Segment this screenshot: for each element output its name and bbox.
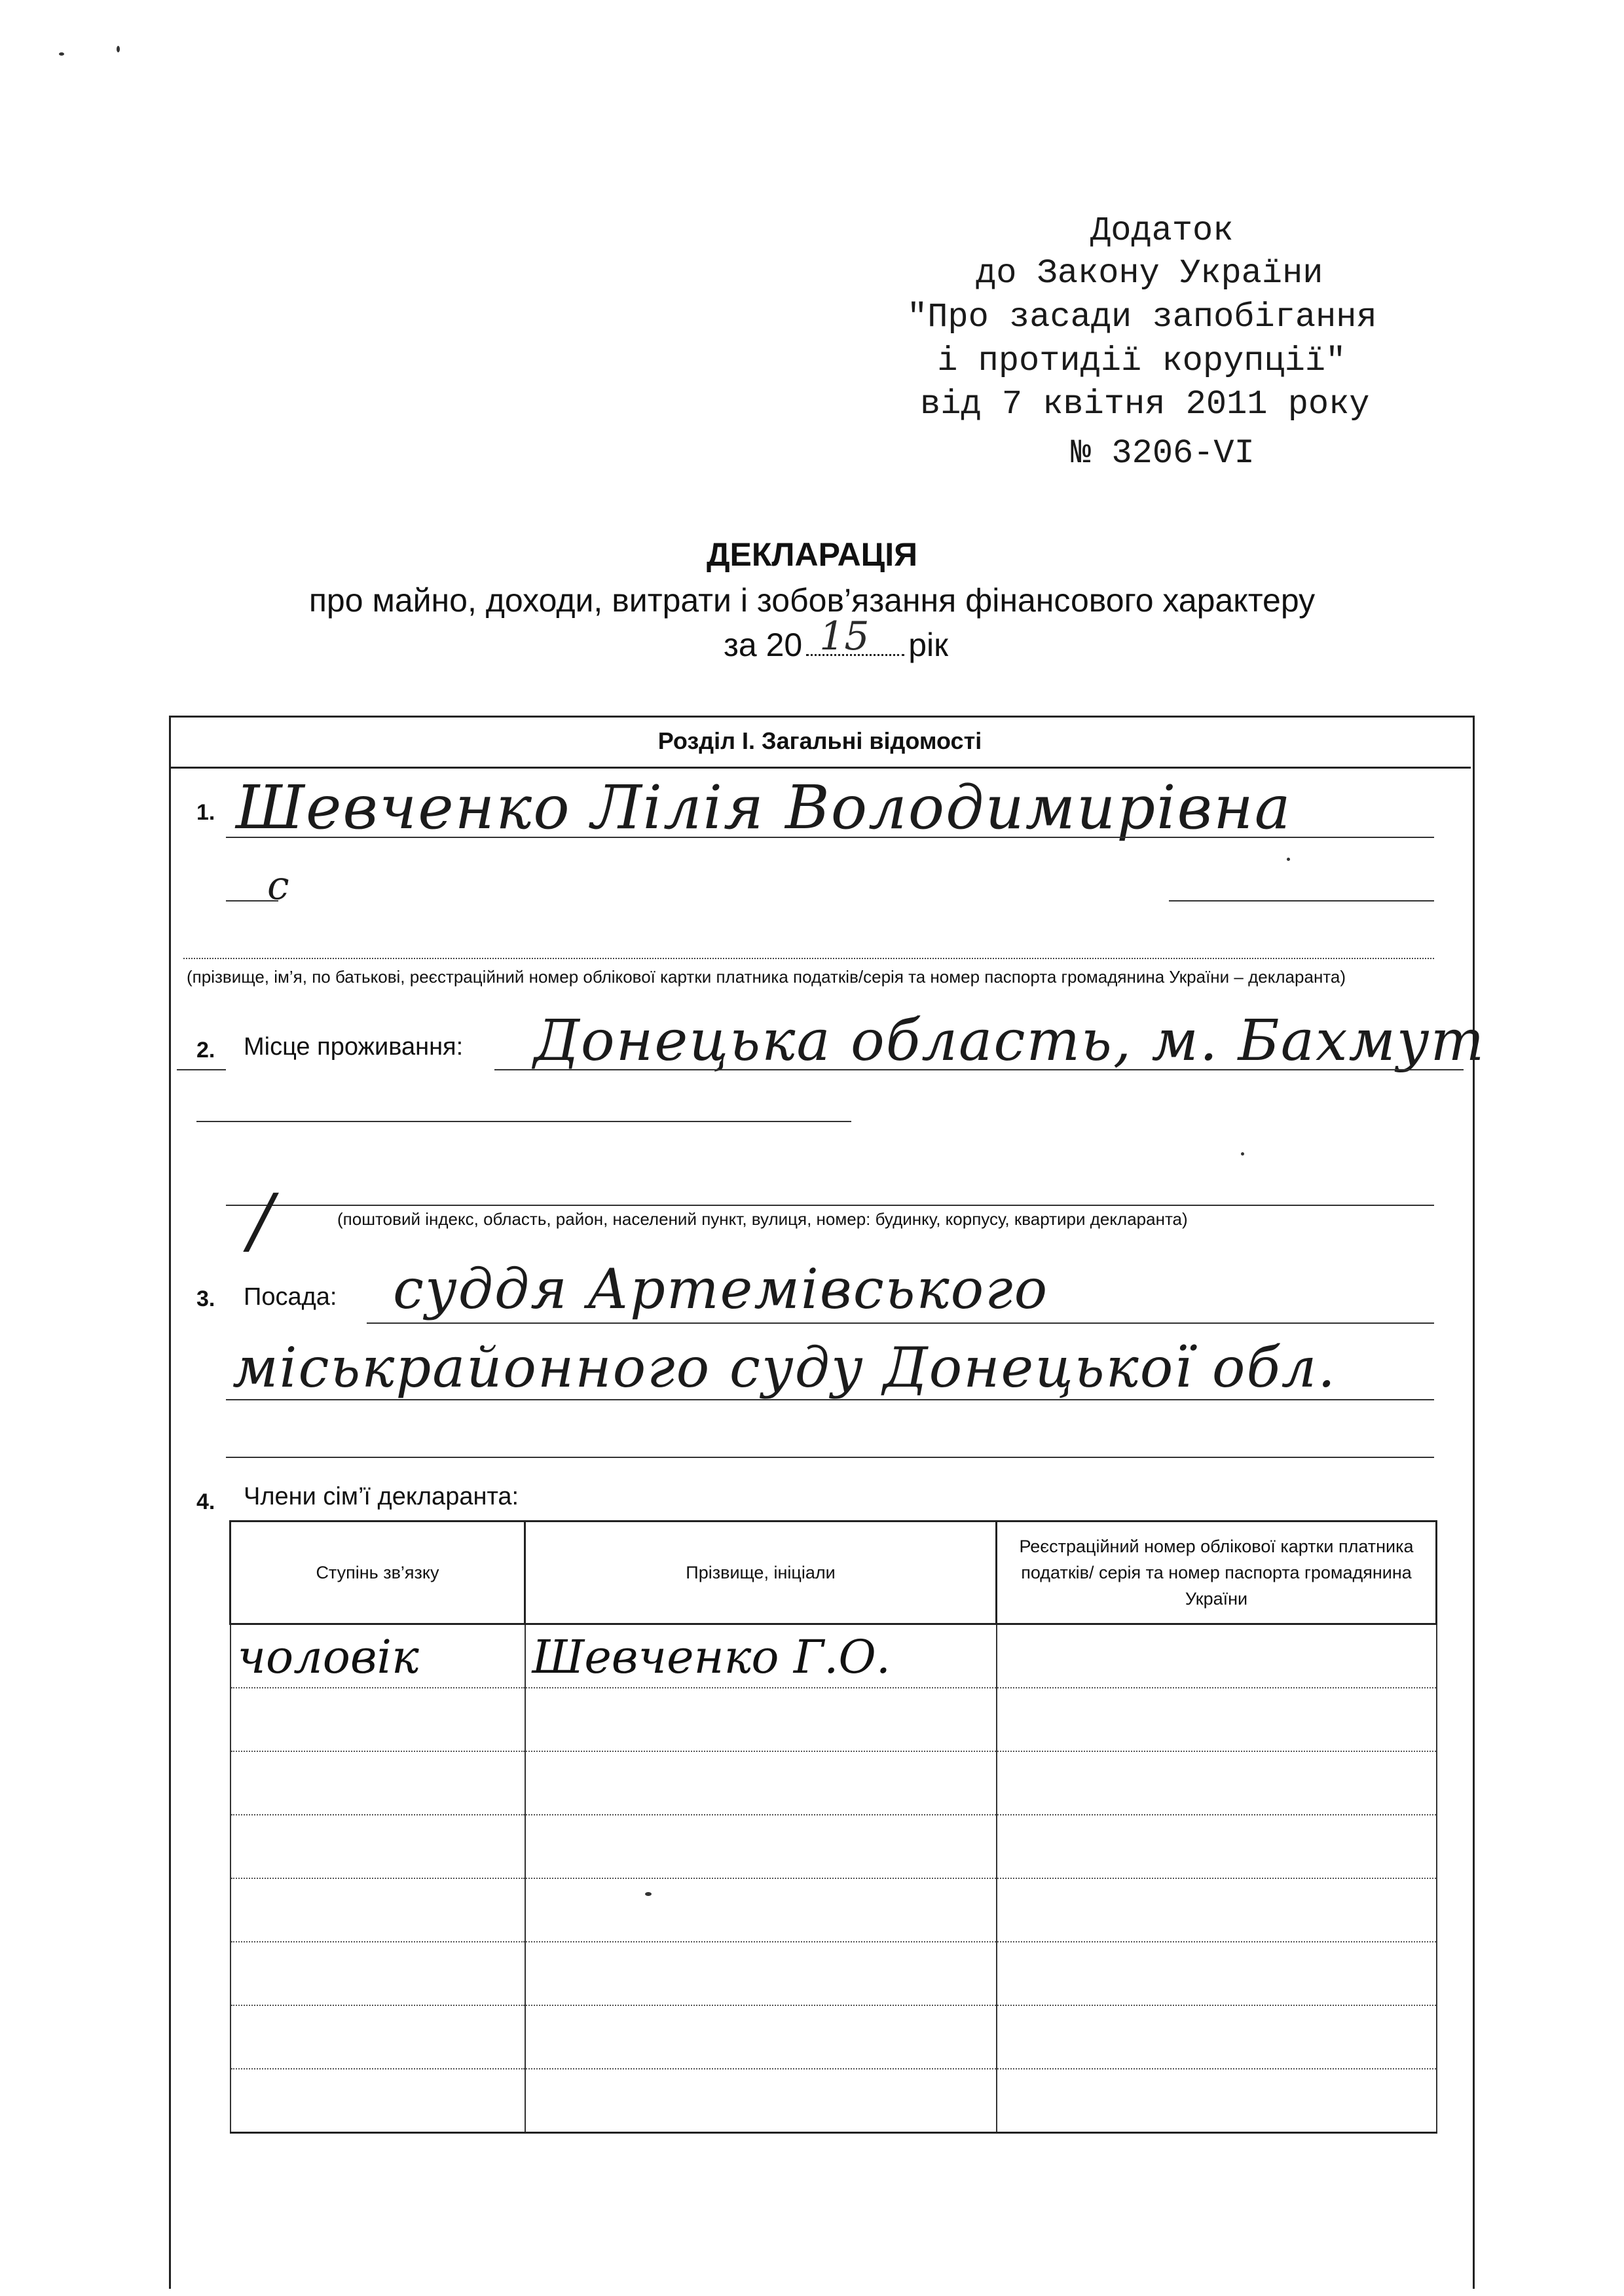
- item-3-position-line-1[interactable]: суддя Артемівського: [393, 1257, 1049, 1321]
- annex-line-1: Додаток: [1090, 211, 1234, 250]
- declaration-year: [724, 613, 949, 664]
- item-1-line-2a: [226, 900, 278, 902]
- row-1-relation[interactable]: [231, 1624, 525, 1688]
- item-4-label: Члени сім’ї декларанта:: [244, 1483, 519, 1510]
- name-handwritten: Шевченко Г.О.: [532, 1630, 891, 1684]
- item-2-caption: (поштовий індекс, область, район, населений пункт, вулиця, номер: будинку, корпусу, квартири декларанта): [337, 1209, 1188, 1229]
- row-6-relation[interactable]: [231, 1942, 525, 2005]
- row-8-name[interactable]: [525, 2069, 997, 2133]
- item-2-address-handwritten[interactable]: Донецька область, м. Бахмут: [534, 1008, 1486, 1074]
- row-7-name[interactable]: [525, 2005, 997, 2069]
- row-3-tax-id[interactable]: [997, 1751, 1437, 1815]
- item-3-position-line-2[interactable]: міськрайонного суду Донецької обл.: [232, 1336, 1337, 1400]
- table-row: [231, 1688, 1437, 1751]
- column-relation: Ступінь зв’язку: [231, 1522, 525, 1624]
- column-name: Прізвище, ініціали: [525, 1522, 997, 1624]
- item-1-extra-handwritten[interactable]: с: [267, 863, 291, 909]
- table-row: [231, 2005, 1437, 2069]
- row-6-name[interactable]: [525, 1942, 997, 2005]
- table-row: [231, 1624, 1437, 1688]
- item-2-line-2: [196, 1121, 851, 1122]
- declaration-title: ДЕКЛАРАЦІЯ: [706, 536, 918, 573]
- section-heading: Розділ І. Загальні відомості: [169, 716, 1471, 769]
- declaration-subtitle: про майно, доходи, витрати і зобов’язання фінансового характеру: [308, 582, 1316, 619]
- table-row: [231, 1751, 1437, 1815]
- row-7-relation[interactable]: [231, 2005, 525, 2069]
- item-2-slash-mark: /: [249, 1178, 275, 1262]
- scan-speck: [1241, 1152, 1244, 1156]
- item-3-number: 3.: [196, 1286, 215, 1311]
- row-4-relation[interactable]: [231, 1815, 525, 1878]
- annex-line-6: № 3206-VI: [1071, 434, 1255, 473]
- item-2-line-3: [226, 1205, 1434, 1206]
- item-1-line-1: [226, 837, 1434, 838]
- annex-line-2: до Закону України: [976, 254, 1323, 293]
- item-4-number: 4.: [196, 1489, 215, 1514]
- row-4-name[interactable]: [525, 1815, 997, 1878]
- row-2-relation[interactable]: [231, 1688, 525, 1751]
- row-5-tax-id[interactable]: [997, 1878, 1437, 1942]
- item-3-line-3: [226, 1457, 1434, 1458]
- item-1-caption: (прізвище, ім’я, по батькові, реєстраційний номер облікової картки платника податків/серія та номер паспорта громадянина України – декларанта): [187, 967, 1346, 987]
- row-6-tax-id[interactable]: [997, 1942, 1437, 2005]
- item-3-label: Посада:: [244, 1283, 337, 1311]
- annex-line-5: від 7 квітня 2011 року: [920, 385, 1370, 424]
- item-3-line-2: [226, 1399, 1434, 1400]
- column-tax-id: Реєстраційний номер облікової картки платника податків/ серія та номер паспорта громадянина України: [997, 1522, 1437, 1624]
- year-suffix: рік: [908, 627, 949, 663]
- item-2-label: Місце проживання:: [244, 1033, 464, 1061]
- annex-line-3: "Про засади запобігання: [907, 298, 1377, 337]
- row-8-tax-id[interactable]: [997, 2069, 1437, 2133]
- year-prefix: за 20: [724, 627, 803, 663]
- item-1-name-handwritten[interactable]: Шевченко Лілія Володимирівна: [236, 773, 1292, 843]
- item-2-number-underline: [177, 1069, 226, 1070]
- item-2-line-1: [494, 1069, 1464, 1070]
- scan-speck: [59, 52, 64, 56]
- scan-speck: [1287, 858, 1290, 861]
- annex-line-4: і протидії корупції": [917, 342, 1346, 380]
- table-row: [231, 1815, 1437, 1878]
- row-7-tax-id[interactable]: [997, 2005, 1437, 2069]
- row-2-tax-id[interactable]: [997, 1688, 1437, 1751]
- item-3-line-1: [367, 1322, 1434, 1324]
- table-row: [231, 1942, 1437, 2005]
- table-row: [231, 2069, 1437, 2133]
- relation-handwritten: чоловік: [237, 1630, 419, 1684]
- row-8-relation[interactable]: [231, 2069, 525, 2133]
- row-4-tax-id[interactable]: [997, 1815, 1437, 1878]
- row-1-name[interactable]: [525, 1624, 997, 1688]
- item-1-line-2b: [1169, 900, 1434, 902]
- row-3-relation[interactable]: [231, 1751, 525, 1815]
- year-handwritten: 15: [819, 613, 870, 659]
- family-members-table: [229, 1520, 1437, 2134]
- scan-speck: [645, 1892, 652, 1896]
- item-2-number: 2.: [196, 1038, 215, 1063]
- item-1-line-3: [183, 958, 1434, 959]
- scan-speck: [117, 46, 120, 52]
- year-field[interactable]: [806, 613, 904, 659]
- row-5-relation[interactable]: [231, 1878, 525, 1942]
- row-5-name[interactable]: [525, 1878, 997, 1942]
- item-1-number: 1.: [196, 800, 215, 825]
- row-1-tax-id[interactable]: [997, 1624, 1437, 1688]
- table-header-row: [231, 1522, 1437, 1624]
- row-3-name[interactable]: [525, 1751, 997, 1815]
- row-2-name[interactable]: [525, 1688, 997, 1751]
- table-row: [231, 1878, 1437, 1942]
